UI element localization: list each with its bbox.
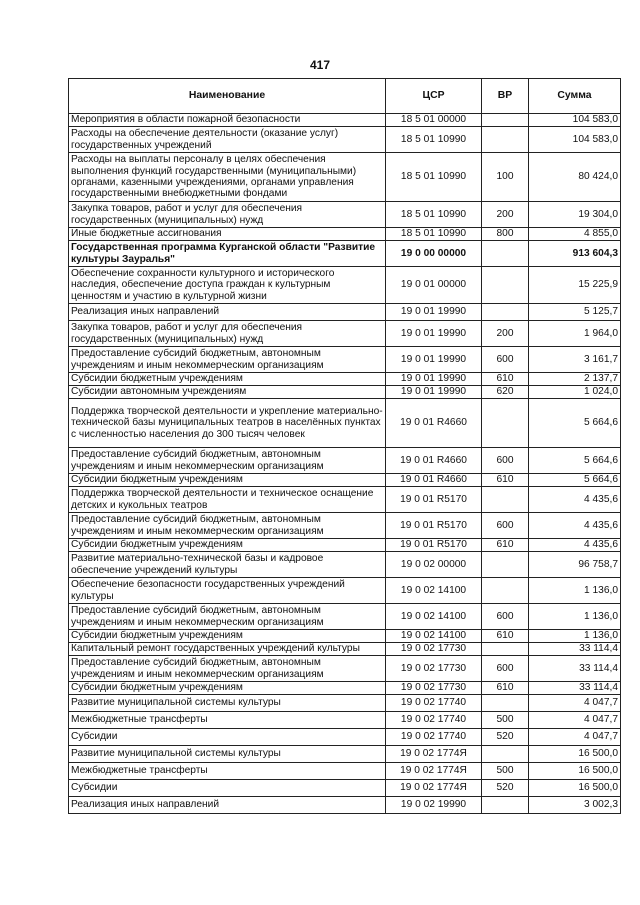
cell-csr: 18 5 01 10990 bbox=[386, 202, 482, 228]
table-row bbox=[69, 729, 621, 746]
cell-csr: 19 0 01 R5170 bbox=[386, 487, 482, 513]
table-row bbox=[69, 114, 621, 127]
budget-table bbox=[68, 78, 621, 814]
cell-csr: 19 0 01 19990 bbox=[386, 304, 482, 321]
cell-name: Закупка товаров, работ и услуг для обеспечения государственных (муниципальных) нужд bbox=[69, 321, 386, 347]
cell-csr: 18 5 01 00000 bbox=[386, 114, 482, 127]
cell-name: Развитие муниципальной системы культуры bbox=[69, 695, 386, 712]
cell-name: Обеспечение сохранности культурного и исторического наследия, обеспечение доступа граждан к культурным ценностям и участию в культурной жизни bbox=[69, 267, 386, 304]
cell-csr: 19 0 01 R4660 bbox=[386, 448, 482, 474]
cell-vr bbox=[482, 746, 529, 763]
cell-csr: 19 0 02 17730 bbox=[386, 656, 482, 682]
cell-name: Предоставление субсидий бюджетным, автономным учреждениям и иным некоммерческим организациям bbox=[69, 656, 386, 682]
cell-vr: 200 bbox=[482, 202, 529, 228]
header-csr: ЦСР bbox=[386, 79, 482, 114]
cell-csr: 19 0 01 19990 bbox=[386, 386, 482, 399]
table-row bbox=[69, 373, 621, 386]
cell-csr: 19 0 02 1774Я bbox=[386, 780, 482, 797]
cell-csr: 19 0 01 R4660 bbox=[386, 474, 482, 487]
cell-name: Расходы на выплаты персоналу в целях обеспечения выполнения функций государственными (муниципальными) органами, казенными учреждениями, органами управления государственными внебюджетными фондами bbox=[69, 153, 386, 202]
table-row bbox=[69, 712, 621, 729]
cell-sum: 80 424,0 bbox=[529, 153, 621, 202]
cell-sum: 4 435,6 bbox=[529, 539, 621, 552]
cell-vr: 800 bbox=[482, 228, 529, 241]
cell-vr: 600 bbox=[482, 656, 529, 682]
cell-vr: 100 bbox=[482, 153, 529, 202]
cell-csr: 19 0 02 1774Я bbox=[386, 746, 482, 763]
cell-sum: 33 114,4 bbox=[529, 643, 621, 656]
cell-name: Обеспечение безопасности государственных учреждений культуры bbox=[69, 578, 386, 604]
cell-name: Поддержка творческой деятельности и укрепление материально-технической базы муниципальных театров в населённых пунктах с численностью населения до 300 тысяч человек bbox=[69, 399, 386, 448]
table-row bbox=[69, 763, 621, 780]
cell-csr: 19 0 02 17740 bbox=[386, 729, 482, 746]
table-row bbox=[69, 643, 621, 656]
cell-sum: 33 114,4 bbox=[529, 682, 621, 695]
cell-sum: 16 500,0 bbox=[529, 780, 621, 797]
cell-vr: 610 bbox=[482, 373, 529, 386]
cell-name: Субсидии bbox=[69, 780, 386, 797]
cell-sum: 3 161,7 bbox=[529, 347, 621, 373]
cell-csr: 19 0 02 14100 bbox=[386, 604, 482, 630]
cell-sum: 1 136,0 bbox=[529, 630, 621, 643]
table-row bbox=[69, 682, 621, 695]
cell-sum: 5 664,6 bbox=[529, 399, 621, 448]
cell-vr: 520 bbox=[482, 729, 529, 746]
table-row bbox=[69, 604, 621, 630]
table-row bbox=[69, 241, 621, 267]
cell-sum: 4 435,6 bbox=[529, 513, 621, 539]
table-row bbox=[69, 153, 621, 202]
cell-sum: 1 964,0 bbox=[529, 321, 621, 347]
cell-sum: 913 604,3 bbox=[529, 241, 621, 267]
page-number: 417 bbox=[309, 58, 331, 72]
cell-sum: 5 664,6 bbox=[529, 448, 621, 474]
cell-csr: 19 0 01 19990 bbox=[386, 347, 482, 373]
cell-vr: 600 bbox=[482, 513, 529, 539]
cell-vr bbox=[482, 797, 529, 814]
cell-sum: 15 225,9 bbox=[529, 267, 621, 304]
cell-csr: 19 0 02 00000 bbox=[386, 552, 482, 578]
cell-name: Предоставление субсидий бюджетным, автономным учреждениям и иным некоммерческим организациям bbox=[69, 604, 386, 630]
cell-sum: 1 136,0 bbox=[529, 578, 621, 604]
cell-name: Предоставление субсидий бюджетным, автономным учреждениям и иным некоммерческим организациям bbox=[69, 513, 386, 539]
table-row bbox=[69, 386, 621, 399]
cell-vr: 610 bbox=[482, 474, 529, 487]
cell-csr: 19 0 02 17740 bbox=[386, 712, 482, 729]
cell-name: Развитие материально-технической базы и кадровое обеспечение учреждений культуры bbox=[69, 552, 386, 578]
cell-name: Закупка товаров, работ и услуг для обеспечения государственных (муниципальных) нужд bbox=[69, 202, 386, 228]
cell-csr: 19 0 02 17730 bbox=[386, 682, 482, 695]
cell-csr: 18 5 01 10990 bbox=[386, 228, 482, 241]
cell-name: Поддержка творческой деятельности и техническое оснащение детских и кукольных театров bbox=[69, 487, 386, 513]
table-row bbox=[69, 127, 621, 153]
table-row bbox=[69, 578, 621, 604]
table-row bbox=[69, 448, 621, 474]
cell-sum: 16 500,0 bbox=[529, 763, 621, 780]
table-row bbox=[69, 513, 621, 539]
cell-name: Реализация иных направлений bbox=[69, 304, 386, 321]
cell-name: Межбюджетные трансферты bbox=[69, 712, 386, 729]
cell-sum: 5 125,7 bbox=[529, 304, 621, 321]
cell-csr: 19 0 02 19990 bbox=[386, 797, 482, 814]
table-row bbox=[69, 746, 621, 763]
cell-vr: 500 bbox=[482, 712, 529, 729]
cell-csr: 19 0 02 14100 bbox=[386, 630, 482, 643]
cell-name: Развитие муниципальной системы культуры bbox=[69, 746, 386, 763]
cell-sum: 104 583,0 bbox=[529, 114, 621, 127]
cell-sum: 4 047,7 bbox=[529, 712, 621, 729]
cell-name: Субсидии бюджетным учреждениям bbox=[69, 373, 386, 386]
cell-csr: 19 0 02 14100 bbox=[386, 578, 482, 604]
header-name: Наименование bbox=[69, 79, 386, 114]
table-row bbox=[69, 552, 621, 578]
table-row bbox=[69, 695, 621, 712]
table-row bbox=[69, 780, 621, 797]
table-row bbox=[69, 539, 621, 552]
cell-vr: 610 bbox=[482, 539, 529, 552]
cell-name: Субсидии бюджетным учреждениям bbox=[69, 630, 386, 643]
cell-csr: 19 0 01 19990 bbox=[386, 373, 482, 386]
cell-csr: 19 0 01 19990 bbox=[386, 321, 482, 347]
table-row bbox=[69, 321, 621, 347]
cell-csr: 19 0 02 17740 bbox=[386, 695, 482, 712]
cell-name: Предоставление субсидий бюджетным, автономным учреждениям и иным некоммерческим организациям bbox=[69, 448, 386, 474]
cell-vr bbox=[482, 241, 529, 267]
cell-vr: 520 bbox=[482, 780, 529, 797]
table-row bbox=[69, 399, 621, 448]
cell-vr: 500 bbox=[482, 763, 529, 780]
cell-sum: 4 047,7 bbox=[529, 729, 621, 746]
cell-sum: 33 114,4 bbox=[529, 656, 621, 682]
cell-name: Субсидии бюджетным учреждениям bbox=[69, 682, 386, 695]
table-row bbox=[69, 630, 621, 643]
cell-csr: 19 0 01 R5170 bbox=[386, 539, 482, 552]
cell-csr: 18 5 01 10990 bbox=[386, 127, 482, 153]
cell-csr: 19 0 01 00000 bbox=[386, 267, 482, 304]
cell-name: Субсидии автономным учреждениям bbox=[69, 386, 386, 399]
cell-name: Субсидии бюджетным учреждениям bbox=[69, 474, 386, 487]
table-row bbox=[69, 304, 621, 321]
cell-sum: 19 304,0 bbox=[529, 202, 621, 228]
table-row bbox=[69, 228, 621, 241]
cell-name: Государственная программа Курганской области "Развитие культуры Зауралья" bbox=[69, 241, 386, 267]
table-header bbox=[69, 79, 621, 114]
header-sum: Сумма bbox=[529, 79, 621, 114]
cell-vr bbox=[482, 304, 529, 321]
cell-csr: 19 0 02 17730 bbox=[386, 643, 482, 656]
table-row bbox=[69, 267, 621, 304]
cell-sum: 1 024,0 bbox=[529, 386, 621, 399]
cell-vr: 600 bbox=[482, 448, 529, 474]
table-row bbox=[69, 797, 621, 814]
cell-vr bbox=[482, 399, 529, 448]
cell-vr: 600 bbox=[482, 604, 529, 630]
cell-sum: 4 435,6 bbox=[529, 487, 621, 513]
cell-name: Субсидии бюджетным учреждениям bbox=[69, 539, 386, 552]
table-row bbox=[69, 487, 621, 513]
cell-sum: 3 002,3 bbox=[529, 797, 621, 814]
cell-vr bbox=[482, 552, 529, 578]
cell-name: Иные бюджетные ассигнования bbox=[69, 228, 386, 241]
cell-vr bbox=[482, 127, 529, 153]
cell-name: Субсидии bbox=[69, 729, 386, 746]
cell-sum: 104 583,0 bbox=[529, 127, 621, 153]
cell-name: Предоставление субсидий бюджетным, автономным учреждениям и иным некоммерческим организациям bbox=[69, 347, 386, 373]
table-row bbox=[69, 656, 621, 682]
cell-name: Расходы на обеспечение деятельности (оказание услуг) государственных учреждений bbox=[69, 127, 386, 153]
cell-name: Межбюджетные трансферты bbox=[69, 763, 386, 780]
cell-name: Капитальный ремонт государственных учреждений культуры bbox=[69, 643, 386, 656]
cell-vr bbox=[482, 487, 529, 513]
cell-vr bbox=[482, 114, 529, 127]
cell-sum: 96 758,7 bbox=[529, 552, 621, 578]
cell-sum: 5 664,6 bbox=[529, 474, 621, 487]
table-row bbox=[69, 474, 621, 487]
cell-vr: 620 bbox=[482, 386, 529, 399]
cell-vr bbox=[482, 578, 529, 604]
cell-name: Реализация иных направлений bbox=[69, 797, 386, 814]
cell-vr bbox=[482, 695, 529, 712]
cell-sum: 1 136,0 bbox=[529, 604, 621, 630]
cell-vr: 200 bbox=[482, 321, 529, 347]
cell-csr: 19 0 02 1774Я bbox=[386, 763, 482, 780]
cell-csr: 19 0 00 00000 bbox=[386, 241, 482, 267]
cell-sum: 16 500,0 bbox=[529, 746, 621, 763]
cell-vr bbox=[482, 267, 529, 304]
cell-sum: 4 855,0 bbox=[529, 228, 621, 241]
table-row bbox=[69, 202, 621, 228]
cell-csr: 18 5 01 10990 bbox=[386, 153, 482, 202]
cell-csr: 19 0 01 R4660 bbox=[386, 399, 482, 448]
cell-name: Мероприятия в области пожарной безопасности bbox=[69, 114, 386, 127]
cell-vr: 610 bbox=[482, 682, 529, 695]
cell-csr: 19 0 01 R5170 bbox=[386, 513, 482, 539]
header-vr: ВР bbox=[482, 79, 529, 114]
cell-sum: 4 047,7 bbox=[529, 695, 621, 712]
table-body bbox=[69, 114, 621, 814]
table-row bbox=[69, 347, 621, 373]
cell-vr: 610 bbox=[482, 630, 529, 643]
cell-vr bbox=[482, 643, 529, 656]
cell-vr: 600 bbox=[482, 347, 529, 373]
cell-sum: 2 137,7 bbox=[529, 373, 621, 386]
